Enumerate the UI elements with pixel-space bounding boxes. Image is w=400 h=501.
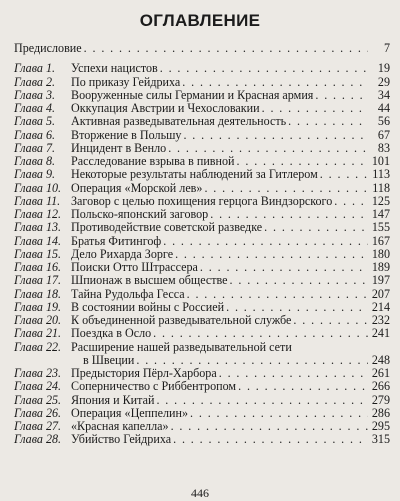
chapter-list: [14, 62, 390, 446]
entry-page: 56: [377, 114, 390, 129]
entry-title: Поиски Отто Штрассера: [71, 261, 198, 274]
toc-entry: [14, 394, 390, 407]
entry-page: 286: [371, 405, 390, 420]
chapter-number: Глава 24.: [14, 379, 62, 394]
chapter-number: Глава 26.: [14, 405, 62, 420]
leader-dots: [136, 354, 368, 367]
leader-dots: [182, 76, 368, 89]
leader-dots: [171, 420, 368, 433]
leader-dots: [210, 208, 368, 221]
chapter-number: Глава 23.: [14, 366, 62, 380]
leader-dots: [334, 195, 368, 208]
entry-title: Япония и Китай: [71, 393, 155, 407]
entry-page: 167: [371, 233, 390, 248]
leader-dots: [160, 62, 368, 75]
entry-title: Оккупация Австрии и Чехословакии: [71, 102, 260, 115]
chapter-number: Глава 22.: [14, 339, 62, 354]
toc-entry: [14, 367, 390, 380]
toc-entry: [14, 420, 390, 433]
toc-entry: [14, 115, 390, 128]
leader-dots: [238, 380, 368, 393]
toc-entry: [14, 327, 390, 340]
entry-title: Расследование взрыва в пивной: [71, 155, 235, 168]
entry-page: 113: [372, 167, 390, 182]
leader-dots: [168, 142, 368, 155]
entry-page: 189: [371, 260, 390, 274]
chapter-number: Глава 16.: [14, 260, 62, 274]
entry-page: 125: [371, 193, 390, 208]
toc-entry: [14, 208, 390, 221]
leader-dots: [175, 248, 368, 261]
toc-entry: [14, 155, 390, 168]
leader-dots: [163, 235, 368, 248]
chapter-number: Глава 10.: [14, 180, 62, 195]
leader-dots: [156, 394, 368, 407]
chapter-number: Глава 3.: [14, 87, 56, 102]
toc-entry: [14, 433, 390, 446]
chapter-number: Глава 6.: [14, 127, 56, 142]
toc-entry: [14, 274, 390, 287]
chapter-number: Глава 1.: [14, 61, 56, 76]
entry-page: 19: [377, 61, 390, 76]
entry-title: Некоторые результаты наблюдений за Гитлером: [71, 168, 318, 182]
entry-title: Вторжение в Польшу: [71, 128, 182, 142]
toc-entry: [14, 235, 390, 248]
chapter-number: Глава 13.: [14, 220, 62, 235]
page-title: ОГЛАВЛЕНИЕ: [139, 11, 261, 30]
entry-title: Активная разведывательная деятельность: [71, 115, 287, 129]
chapter-number: Глава 15.: [14, 246, 62, 261]
entry-page: 214: [371, 299, 390, 314]
entry-title: Польско-японский заговор: [71, 208, 209, 221]
entry-page: 266: [371, 379, 390, 394]
toc-entry: [14, 76, 390, 89]
entry-title: К объединенной разведывательной службе: [71, 314, 292, 327]
toc-entry: [14, 129, 390, 142]
toc-entry: [14, 341, 390, 368]
entry-page: 180: [371, 246, 390, 261]
entry-title: Поездка в Осло: [71, 327, 152, 341]
entry-title: Заговор с целью похищения герцога Виндзорского: [71, 194, 333, 208]
toc-entry: [14, 142, 390, 155]
entry-title: Операция «Морской лев»: [71, 181, 203, 195]
entry-page: 232: [371, 313, 390, 327]
toc-entry: [14, 301, 390, 314]
entry-page: 67: [377, 127, 390, 142]
entry-title: Шпионаж в высшем обществе: [71, 274, 228, 288]
leader-dots: [173, 433, 368, 446]
entry-title: Убийство Гейдриха: [71, 433, 172, 447]
toc-entry: [14, 62, 390, 75]
leader-dots: [187, 288, 368, 301]
chapter-number: Глава 25.: [14, 392, 62, 407]
entry-page: 279: [371, 392, 390, 407]
chapter-number: Глава 5.: [14, 114, 56, 129]
toc-entry: [14, 380, 390, 393]
chapter-number: Глава 7.: [14, 140, 56, 155]
entry-title: Предыстория Пёрл-Харбора: [71, 367, 217, 380]
chapter-number: Глава 9.: [14, 167, 56, 182]
leader-dots: [315, 89, 368, 102]
chapter-number: Глава 21.: [14, 326, 62, 341]
toc-entry: [14, 288, 390, 301]
leader-dots: [293, 314, 368, 327]
entry-title: Братья Фитингоф: [71, 234, 162, 248]
entry-title: Операция «Цеппелин»: [71, 406, 189, 420]
leader-dots: [200, 261, 368, 274]
page-number: 446: [191, 486, 209, 500]
entry-title: «Красная капелла»: [71, 420, 169, 433]
entry-page: 295: [371, 419, 390, 433]
leader-dots: [262, 102, 368, 115]
chapter-number: Глава 18.: [14, 286, 62, 301]
entry-title: В состоянии войны с Россией: [71, 300, 225, 314]
leader-dots: [320, 168, 368, 181]
toc-entry: [14, 182, 390, 195]
entry-page: 44: [377, 101, 390, 115]
chapter-number: Глава 17.: [14, 273, 62, 288]
leader-dots: [288, 115, 368, 128]
chapter-number: Глава 20.: [14, 313, 62, 327]
chapter-number: Глава 19.: [14, 299, 62, 314]
chapter-number: Глава 4.: [14, 101, 56, 115]
toc-entry: [14, 314, 390, 327]
entry-title: Успехи нацистов: [71, 62, 158, 76]
entry-page: 101: [371, 154, 390, 168]
entry-page: 29: [377, 74, 390, 89]
chapter-number: Глава 12.: [14, 207, 62, 221]
leader-dots: [226, 301, 368, 314]
toc-entry: [14, 221, 390, 234]
entry-page: 241: [371, 326, 390, 341]
toc-entry: [14, 407, 390, 420]
chapter-number: Глава 8.: [14, 154, 56, 168]
chapter-number: Глава 14.: [14, 233, 62, 248]
entry-page: 118: [372, 180, 390, 195]
leader-dots: [237, 155, 368, 168]
leader-dots: [84, 42, 368, 55]
toc-entry: [14, 261, 390, 274]
chapter-number: Глава 27.: [14, 419, 62, 433]
entry-title: Вооруженные силы Германии и Красная армия: [71, 88, 314, 102]
leader-dots: [153, 327, 368, 340]
entry-page: 155: [371, 220, 390, 235]
entry-page: 261: [371, 366, 390, 380]
entry-page: 197: [371, 273, 390, 288]
entry-page: 7: [383, 41, 390, 55]
leader-dots: [219, 367, 368, 380]
table-of-contents: [14, 42, 390, 447]
entry-title: Расширение нашей разведывательной сети: [71, 339, 292, 354]
leader-dots: [264, 221, 368, 234]
toc-entry: [14, 195, 390, 208]
entry-title-continued: в Швеции: [83, 353, 135, 367]
entry-page: 83: [377, 140, 390, 155]
entry-title: Тайна Рудольфа Гесса: [71, 287, 185, 301]
toc-entry: [14, 102, 390, 115]
entry-title: Инцидент в Венло: [71, 141, 167, 155]
entry-title: Соперничество с Риббентропом: [71, 380, 237, 394]
entry-title: Дело Рихарда Зорге: [71, 247, 174, 261]
toc-entry-preface: [14, 42, 390, 55]
entry-page: 248: [371, 352, 390, 367]
entry-page: 34: [377, 87, 390, 102]
entry-title: Противодействие советской разведке: [71, 221, 263, 235]
toc-entry: [14, 248, 390, 261]
chapter-number: Глава 2.: [14, 74, 56, 89]
entry-page: 315: [371, 432, 390, 447]
leader-dots: [190, 407, 368, 420]
leader-dots: [204, 182, 368, 195]
leader-dots: [230, 274, 368, 287]
toc-entry: [14, 89, 390, 102]
chapter-number: Глава 28.: [14, 432, 62, 447]
entry-page: 207: [371, 286, 390, 301]
entry-title: По приказу Гейдриха: [71, 75, 181, 89]
toc-entry: [14, 168, 390, 181]
entry-title: Предисловие: [14, 42, 82, 55]
leader-dots: [183, 129, 368, 142]
entry-page: 147: [371, 207, 390, 221]
chapter-number: Глава 11.: [14, 193, 61, 208]
